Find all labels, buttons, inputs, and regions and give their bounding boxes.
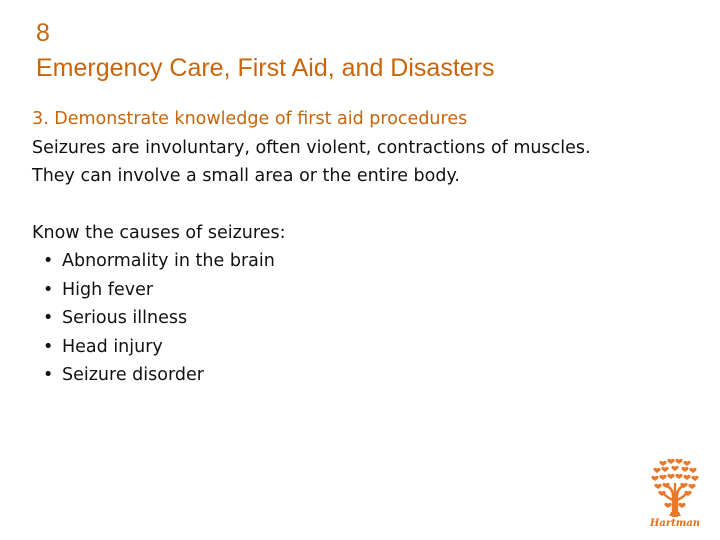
list-item: [32, 304, 702, 333]
list-item: [32, 276, 702, 305]
list-item-text: High fever: [62, 279, 154, 300]
list-item: [32, 333, 702, 362]
spacer: [32, 191, 702, 219]
list-item-text: Serious illness: [62, 308, 188, 328]
bullet-icon: •: [43, 279, 54, 300]
chapter-title: Emergency Care, First Aid, and Disasters: [36, 54, 495, 82]
list-item-text: Head injury: [62, 336, 163, 357]
list-item: [32, 361, 702, 390]
list-item: [32, 247, 702, 276]
intro-paragraph-line-2: They can involve a small area or the entire body.: [32, 166, 460, 186]
bullet-icon: •: [43, 365, 54, 385]
chapter-header: [36, 16, 495, 86]
list-item-text: Abnormality in the brain: [62, 251, 275, 271]
bullet-icon: •: [43, 308, 54, 328]
intro-paragraph-line-1: Seizures are involuntary, often violent, contractions of muscles.: [32, 137, 591, 158]
section-subtitle: 3. Demonstrate knowledge of first aid procedures: [32, 109, 468, 129]
list-item-text: Seizure disorder: [62, 365, 204, 385]
bullet-icon: •: [43, 336, 54, 357]
chapter-number: 8: [36, 19, 50, 47]
bullet-icon: •: [43, 251, 54, 271]
list-intro: Know the causes of seizures:: [32, 222, 286, 243]
publisher-logo-text: Hartman: [649, 518, 701, 529]
slide-body: [32, 105, 702, 390]
causes-list: [32, 247, 702, 390]
